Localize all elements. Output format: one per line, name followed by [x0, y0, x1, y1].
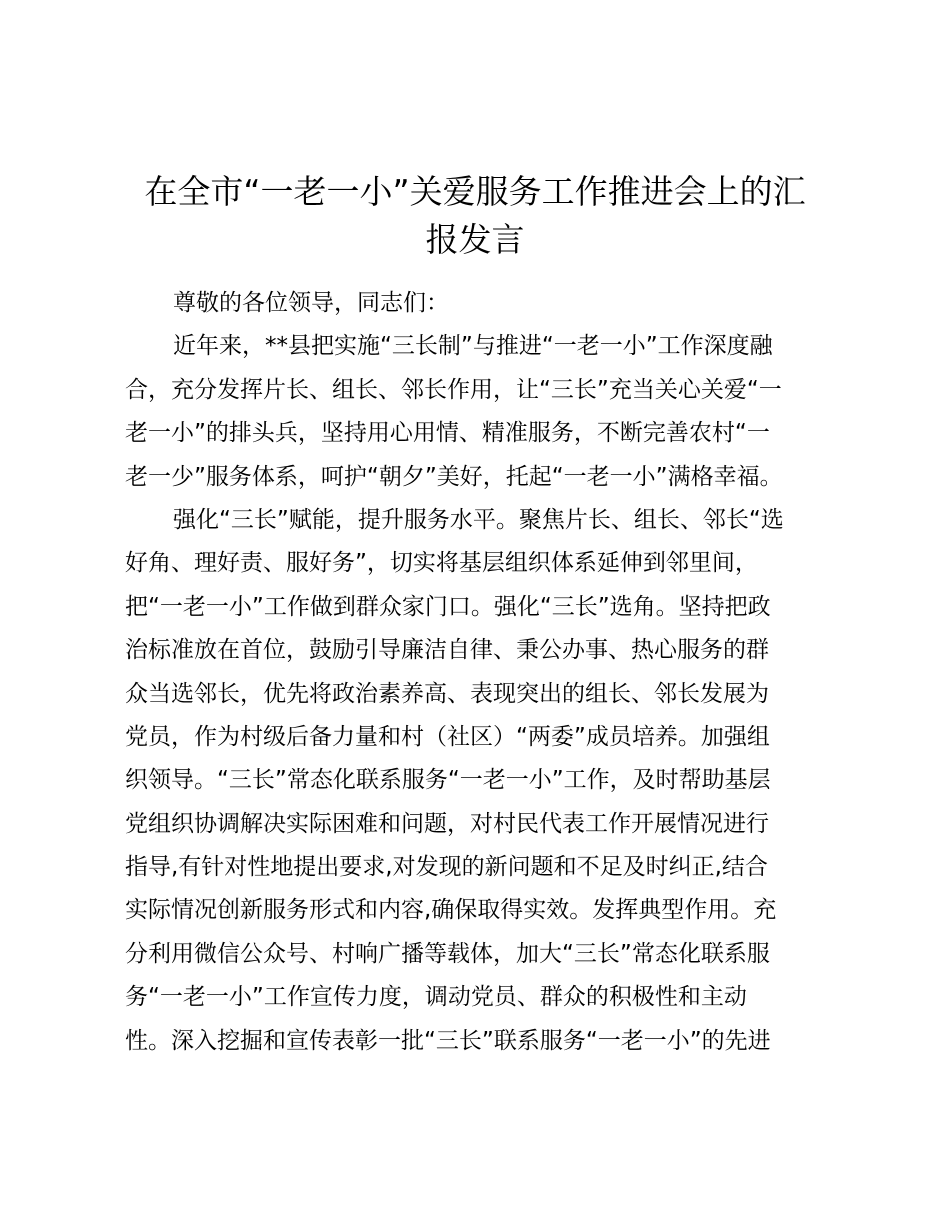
paragraph-2-line-9: 指导,有针对性地提出要求,对发现的新问题和不足及时纠正,结合: [125, 854, 768, 881]
paragraph-2-line-6: 党员，作为村级后备力量和村（社区）“两委”成员培养。加强组: [125, 723, 770, 750]
paragraph-2-line-10: 实际情况创新服务形式和内容,确保取得实效。发挥典型作用。充: [125, 897, 777, 924]
paragraph-2-line-7: 织领导。“三长”常态化联系服务“一老一小”工作，及时帮助基层: [125, 767, 771, 794]
paragraph-1-line-4: 老一少”服务体系，呵护“朝夕”美好，托起“一老一小”满格幸福。: [125, 463, 783, 490]
paragraph-2-line-12: 务“一老一小”工作宣传力度，调动党员、群众的积极性和主动: [125, 984, 747, 1011]
paragraph-2-line-4: 治标准放在首位，鼓励引导廉洁自律、秉公办事、热心服务的群: [125, 637, 769, 664]
paragraph-2-line-1: 强化“三长”赋能，提升服务水平。聚焦片长、组长、邻长“选: [173, 506, 784, 533]
paragraph-2-line-5: 众当选邻长，优先将政治素养高、表现突出的组长、邻长发展为: [125, 680, 769, 707]
paragraph-1-line-3: 老一小”的排头兵，坚持用心用情、精准服务，不断完善农村“一: [125, 420, 770, 447]
document-body: [125, 282, 835, 1063]
paragraph-1-line-2: 合，充分发挥片长、组长、邻长作用，让“三长”充当关心关爱“一: [125, 376, 782, 403]
salutation: 尊敬的各位领导，同志们：: [173, 290, 449, 316]
paragraph-2-line-8: 党组织协调解决实际困难和问题，对村民代表工作开展情况进行: [125, 810, 769, 837]
title-line-2: 报发言: [425, 220, 525, 259]
paragraph-1-line-1: 近年来，**县把实施“三长制”与推进“一老一小”工作深度融: [173, 333, 773, 360]
paragraph-2-line-11: 分利用微信公众号、村响广播等载体，加大“三长”常态化联系服: [125, 940, 770, 967]
paragraph-2-line-13: 性。深入挖掘和宣传表彰一批“三长”联系服务“一老一小”的先进: [125, 1027, 771, 1054]
paragraph-2-line-3: 把“一老一小”工作做到群众家门口。强化“三长”选角。坚持把政: [125, 593, 771, 620]
title-line-1: 在全市“一老一小”关爱服务工作推进会上的汇: [144, 172, 806, 211]
document-title: [125, 168, 825, 264]
paragraph-2-line-2: 好角、理好责、服好务”，切实将基层组织体系延伸到邻里间，: [125, 550, 758, 577]
